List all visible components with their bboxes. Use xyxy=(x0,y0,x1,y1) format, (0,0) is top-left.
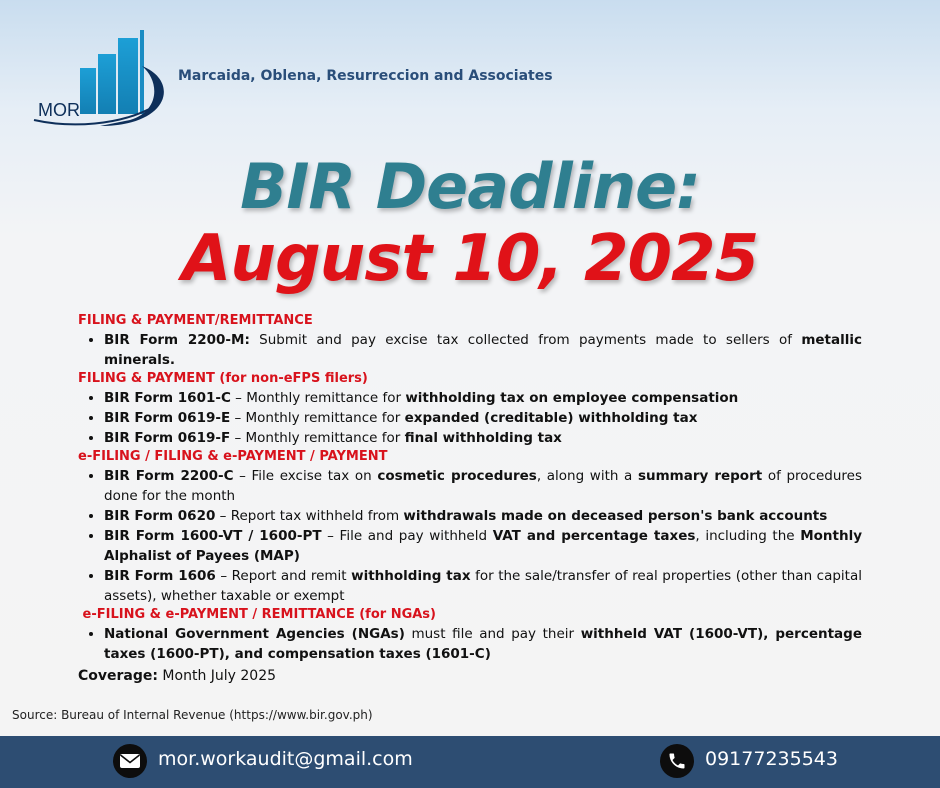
contact-email[interactable]: mor.workaudit@gmail.com xyxy=(158,748,413,770)
section-list xyxy=(78,330,862,370)
list-item: • BIR Form 1600-VT / 1600-PT – File and pay withheld VAT and percentage taxes, including the Monthly Alphalist of Payees (MAP) xyxy=(104,526,862,566)
logo-building-3 xyxy=(118,38,138,114)
coverage-label: Coverage: xyxy=(78,668,158,684)
section-list xyxy=(78,624,862,664)
contact-footer xyxy=(0,736,940,788)
section-heading: e-FILING & e-PAYMENT / REMITTANCE (for NGAs) xyxy=(78,607,436,622)
logo-building-1 xyxy=(80,68,96,114)
contact-phone[interactable]: 09177235543 xyxy=(705,748,838,770)
headline-title: BIR Deadline: xyxy=(240,150,700,223)
deadline-content xyxy=(78,312,862,686)
list-item: • BIR Form 2200-C – File excise tax on cosmetic procedures, along with a summary report of procedures done for the month xyxy=(104,466,862,506)
list-item: • BIR Form 0619-F – Monthly remittance for final withholding tax xyxy=(104,428,862,448)
list-item: • BIR Form 1606 – Report and remit withholding tax for the sale/transfer of real properties (other than capital assets), whether taxable or exempt xyxy=(104,566,862,606)
logo-text: MOR xyxy=(38,100,80,120)
coverage-line xyxy=(78,666,862,686)
headline-date: August 10, 2025 xyxy=(181,222,759,296)
firm-name: Marcaida, Oblena, Resurreccion and Associates xyxy=(178,68,553,84)
section-list xyxy=(78,466,862,606)
list-item: • BIR Form 0619-E – Monthly remittance for expanded (creditable) withholding tax xyxy=(104,408,862,428)
source-note: Source: Bureau of Internal Revenue (https://www.bir.gov.ph) xyxy=(12,708,373,722)
firm-logo xyxy=(30,26,170,128)
envelope-icon xyxy=(113,744,147,778)
section-heading: FILING & PAYMENT/REMITTANCE xyxy=(78,313,313,328)
coverage-value: Month July 2025 xyxy=(157,668,277,684)
logo-building-edge xyxy=(140,30,144,114)
list-item: • National Government Agencies (NGAs) must file and pay their withheld VAT (1600-VT), percentage taxes (1600-PT), and compensation taxes (1601-C) xyxy=(104,624,862,664)
section-heading: FILING & PAYMENT (for non-eFPS filers) xyxy=(78,371,368,386)
list-item: • BIR Form 1601-C – Monthly remittance for withholding tax on employee compensation xyxy=(104,388,862,408)
phone-icon xyxy=(660,744,694,778)
list-item: • BIR Form 0620 – Report tax withheld from withdrawals made on deceased person's bank accounts xyxy=(104,506,862,526)
section-list xyxy=(78,388,862,448)
list-item: • BIR Form 2200-M: Submit and pay excise tax collected from payments made to sellers of metallic minerals. xyxy=(104,330,862,370)
logo-building-2 xyxy=(98,54,116,114)
section-heading: e-FILING / FILING & e-PAYMENT / PAYMENT xyxy=(78,449,388,464)
